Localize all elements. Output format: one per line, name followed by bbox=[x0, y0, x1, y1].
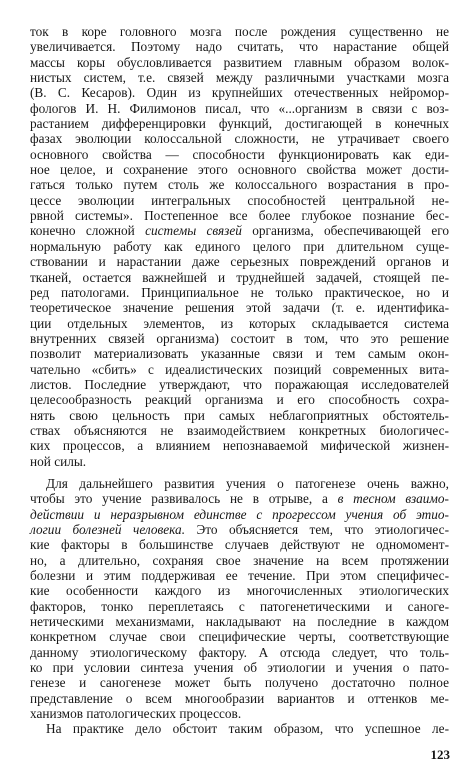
text-line: кие особенности каждого из многочисленных этиологических bbox=[30, 583, 449, 599]
text-span: организма, обеспечивающей его bbox=[241, 223, 449, 239]
text-line: ное целое, и сохранение этого основного свойства может дости- bbox=[30, 162, 449, 178]
italic-span: логии болезней человека. bbox=[30, 522, 186, 537]
italic-span: в тесном взаимо- bbox=[337, 491, 449, 507]
text-line: Для дальнейшего развития учения о патогенезе очень важно, bbox=[46, 475, 449, 491]
text-line: листов. Последние утверждают, что поражающая исследователей bbox=[30, 376, 449, 392]
text-line: фазах эволюции колоссальной сложности, не утрачивает своего bbox=[30, 131, 449, 147]
text-line: ции отдельных элементов, из которых складывается система bbox=[30, 315, 449, 331]
text-line: рвной системы». Постепенное все более глубокое познание бес- bbox=[30, 208, 449, 224]
page-number: 123 bbox=[430, 747, 450, 762]
text-line: внутренних связей организма) состоит в том, что это решение bbox=[30, 330, 449, 346]
text-line: теоретическое значение решения этой задачи (т. е. идентифика- bbox=[30, 300, 449, 316]
paragraph bbox=[30, 476, 449, 722]
paragraphs-container bbox=[30, 24, 449, 737]
page-text bbox=[30, 24, 449, 737]
text-line: массы коры обусловливается развитием главным образом волок- bbox=[30, 54, 449, 70]
text-line: На практике дело обстоит таким образом, что успешное ле- bbox=[46, 721, 449, 737]
text-line: нормальную работу как единого целого при длительном суще- bbox=[30, 238, 449, 254]
text-line: позволит материализовать указанные связи и тем самым окон- bbox=[30, 346, 449, 362]
text-line: основного свойства — способности функционировать как еди- bbox=[30, 146, 449, 162]
paragraph-gap bbox=[30, 469, 449, 476]
text-line: ред патологами. Принципиальное не только практическое, но и bbox=[30, 284, 449, 300]
text-line: ханизмов патологических процессов. bbox=[30, 706, 242, 722]
text-line bbox=[30, 507, 449, 522]
text-line: целесообразность реакций организма и его способность сохра- bbox=[30, 392, 449, 408]
text-line: болезни и этим поддерживая ее течение. При этом специфичес- bbox=[30, 568, 449, 584]
text-line: ствовании и нарастании даже серьезных повреждений органов и bbox=[30, 254, 449, 270]
text-line: нистых систем, т.е. связей между различными участками мозга bbox=[30, 70, 449, 86]
text-line: нетическими механизмами, накладывают на последние в каждом bbox=[30, 614, 449, 630]
text-line: данному этиологическому фактору. А отсюда следует, что толь- bbox=[30, 644, 449, 660]
text-line: ствах объясняются не взаимодействием конкретных биологичес- bbox=[30, 422, 449, 438]
text-line: факторов, тонко переплетаясь с патогенетическими и саноге- bbox=[30, 598, 449, 614]
text-line: нять свою цельность при самых неблагоприятных обстоятель- bbox=[30, 407, 449, 423]
text-line bbox=[30, 223, 449, 238]
text-line: растанием дифференцировки функций, достигающей в конечных bbox=[30, 116, 449, 132]
text-line: гаться только путем столь же колоссального возрастания в про- bbox=[30, 177, 449, 193]
text-line bbox=[30, 522, 449, 537]
paragraph bbox=[30, 24, 449, 469]
text-line: ко при условии синтеза учения об этиологии и учения о пато- bbox=[30, 660, 449, 676]
text-span: конечно сложной bbox=[30, 223, 146, 239]
text-line: ной силы. bbox=[30, 453, 87, 469]
text-line: кие факторы в большинстве случаев действуют не одномомент- bbox=[30, 537, 449, 553]
text-span: Это объясняется тем, что этиологичес- bbox=[185, 522, 449, 537]
text-line: ких процессов, а влиянием непознаваемой мифической жизнен- bbox=[30, 438, 449, 454]
text-line: ток в коре головного мозга после рождения существенно не bbox=[30, 24, 449, 39]
text-line: тканей, остается важнейшей и труднейшей задачей, стоящей пе- bbox=[30, 269, 449, 285]
text-line bbox=[30, 491, 449, 506]
italic-span: системы связей bbox=[145, 223, 242, 239]
text-line: фологов И. Н. Филимонов писал, что «...организм в связи с воз- bbox=[30, 100, 449, 116]
text-line: конкретном случае свои специфические черты, соответствующие bbox=[30, 629, 449, 645]
text-span: чтобы это учение развивалось не в отрыве, а bbox=[30, 491, 338, 507]
text-line: чательно «сбить» с идеалистических позиций современных вита- bbox=[30, 361, 449, 377]
text-line: представление о всем многообразии вариантов и оттенков ме- bbox=[30, 690, 449, 706]
paragraph bbox=[30, 721, 449, 736]
text-line: (В. С. Кесаров). Один из крупнейших отечественных нейромор- bbox=[30, 85, 449, 101]
italic-span: действии и неразрывном единстве с прогрессом учения об этио- bbox=[30, 506, 449, 522]
text-line: увеличивается. Поэтому надо считать, что нарастание общей bbox=[30, 39, 449, 55]
text-line: но, а длительно, сохраняя свое значение на всем протяжении bbox=[30, 552, 449, 568]
text-line: генезе и саногенезе может быть получено достаточно полное bbox=[30, 675, 449, 691]
text-line: цессе эволюции интегральных способностей центральной не- bbox=[30, 192, 449, 208]
